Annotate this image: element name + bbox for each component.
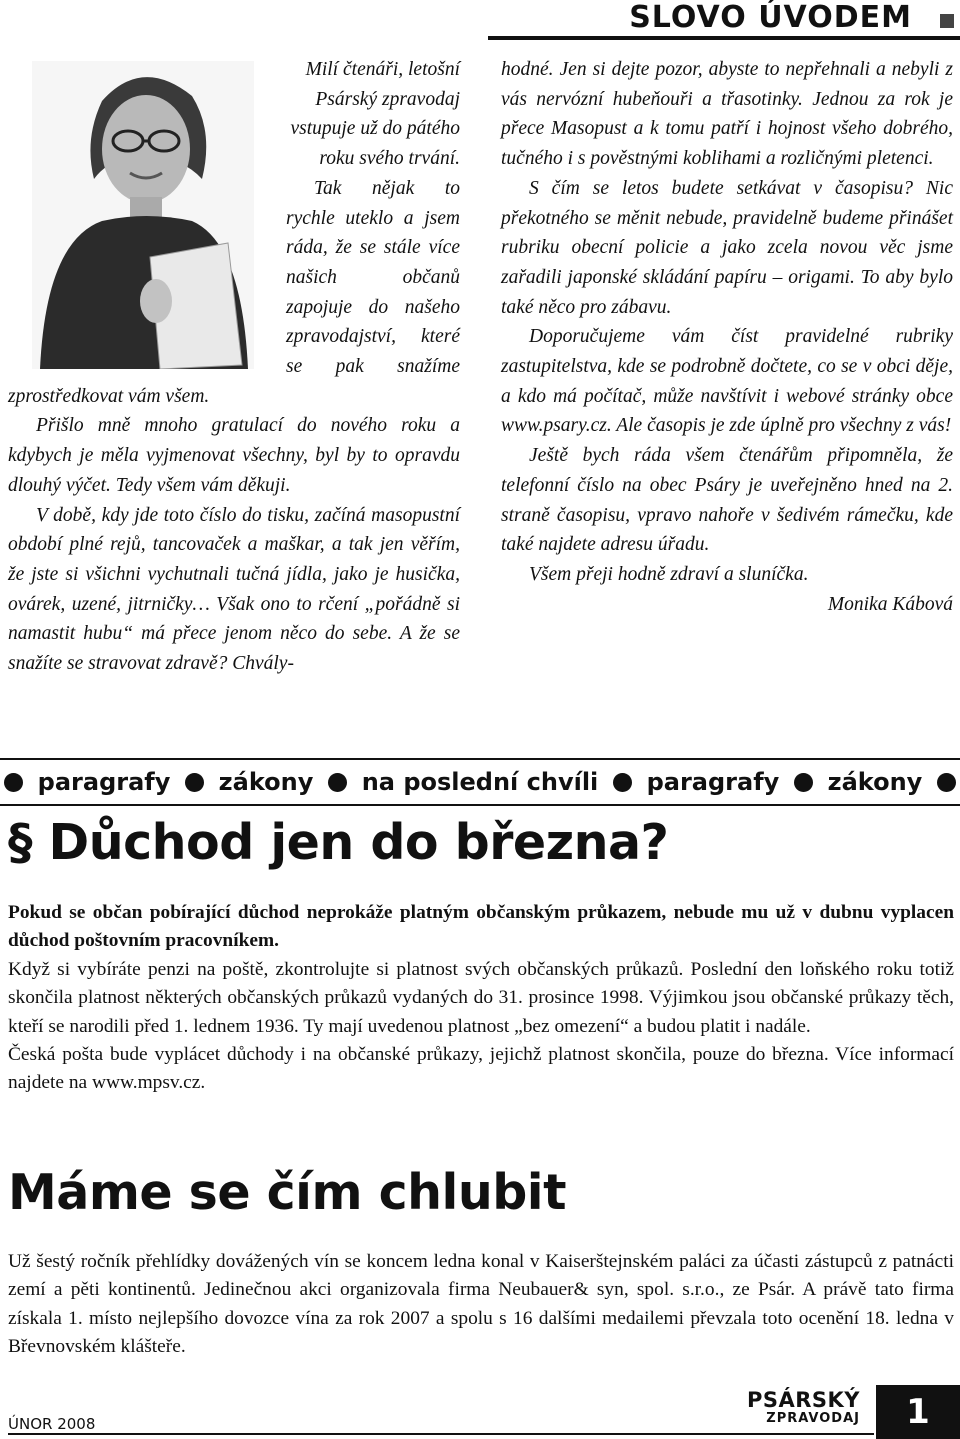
banner-item: paragrafy: [37, 768, 171, 796]
article-title-wine: Máme se čím chlubit: [8, 1164, 566, 1221]
article-paragraph: Už šestý ročník přehlídky dovážených vín se koncem ledna konal v Kaiserštejnském paláci za účasti zástupců z patnácti zemí a pěti kontinentů. Jedinečnou akci organizovala firma Neubauer& syn, spol. s.r.o., ze Psár. A právě tato firma získala 1. místo nejlepšího dovozce vína za rok 2007 a spolu s 16 dalšími medailemi převzala toto ocenění 18. ledna v Břevnovském klášteře.: [8, 1251, 954, 1358]
article-paragraph: Když si vybíráte penzi na poště, zkontrolujte si platnost svých občanských průkazů. Poslední den loňského roku totiž skončila platnost některých občanských průkazů vydaných do 31. prosince 1998. Výjimkou jsou občanské průkazy těch, kteří se narodili před 1. lednem 1936. Ty mají uvedenou platnost „bez omezení“ a budou platit i nadále.: [8, 958, 954, 1037]
bullet-icon: [185, 773, 204, 792]
bullet-icon: [937, 773, 956, 792]
footer-rule: [8, 1433, 874, 1435]
article-paragraph: Česká pošta bude vyplácet důchody i na občanské průkazy, jejichž platnost skončila, pouze do března. Více informací najdete na www.mpsv.cz.: [8, 1044, 954, 1094]
masthead-line-2: ZPRAVODAJ: [766, 1411, 860, 1426]
editorial-paragraph: S čím se letos budete setkávat v časopisu? Nic překotného se měnit nebude, pravidelně budeme přinášet rubriku obecní policie a jako zcela novou věc jsme zařadili japonské skládání papíru – origami. To aby bylo také něco pro zábavu.: [501, 177, 953, 318]
bullet-icon: [613, 773, 632, 792]
banner-item: zákony: [218, 768, 314, 796]
editorial-paragraph: Přišlo mně mnoho gratulací do nového roku a kdybych je měla vyjmenovat všechny, byl by to opravdu dlouhý výčet. Tedy všem vám děkuji.: [8, 415, 460, 496]
editor-photo: [32, 61, 254, 369]
editorial-paragraph: Ještě bych ráda všem čtenářům připomněla, že telefonní číslo na obec Psáry je uveřejněno hned na 2. straně časopisu, vpravo nahoře v šedivém rámečku, kde také najdete adresu úřadu.: [501, 445, 953, 556]
editorial-right-column: [501, 55, 953, 619]
banner-item: zákony: [827, 768, 923, 796]
editorial-signature: Monika Kábová: [827, 593, 953, 615]
article-title-pension: § Důchod jen do března?: [8, 814, 669, 871]
editorial-paragraph: Tak nějak to rychle uteklo a jsem ráda, že se stále více našich občanů zapojuje do našeho zpravodajství, které se pak snažíme zprostředkovat vám všem.: [8, 177, 460, 407]
article-body-pension: [8, 899, 954, 1098]
editorial-paragraph: Milí čtenáři, letošní Psárský zpravodaj vstupuje už do pátého roku svého trvání.: [290, 59, 460, 170]
masthead-line-1: PSÁRSKÝ: [746, 1388, 860, 1412]
editorial-paragraph: Doporučujeme vám číst pravidelné rubriky zastupitelstva, kde se podrobně dočtete, co se v obci děje, a kdo má počítač, může navštívit i webové stránky obce www.psary.cz. Ale časopis je zde úplně pro všechny z vás!: [501, 326, 953, 437]
editorial-paragraph: hodné. Jen si dejte pozor, abyste to nepřehnali a nebyli z vás nervózní hubeňouři a třasotinky. Jednou za rok je přece Masopust a k tomu patří i hojnost všeho dobrého, tučného i s pověstnými koblihami a rozličnými pletenci.: [501, 59, 953, 170]
issue-date: ÚNOR 2008: [8, 1415, 96, 1433]
article-body-wine: [8, 1248, 954, 1362]
article-lead: Pokud se občan pobírající důchod neprokáže platným občanským průkazem, nebude mu už v dubnu vyplacen důchod poštovním pracovníkem.: [8, 902, 954, 952]
header-rule: [488, 36, 960, 40]
page-number: 1: [876, 1385, 960, 1439]
bullet-icon: [328, 773, 347, 792]
section-banner: [0, 758, 960, 806]
editorial-paragraph: Všem přeji hodně zdraví a sluníčka.: [529, 563, 809, 585]
banner-item: na poslední chvíli: [361, 768, 599, 796]
bullet-icon: [794, 773, 813, 792]
title-square-ornament: [940, 14, 954, 28]
editorial-paragraph: V době, kdy jde toto číslo do tisku, začíná masopustní období plné rejů, tancovaček a maškar, a tak jen věřím, že jste si všichni vychutnali tučná jídla, jako je husička, ovárek, uzené, jitrničky… Však ono to rčení „pořádně si namastit hubu“ má přece jenom něco do sebe. A že se snažíte se stravovat zdravě? Chvály-: [8, 504, 460, 675]
section-title: SLOVO ÚVODEM: [629, 0, 912, 35]
editorial-left-column: [8, 55, 460, 679]
banner-item: paragrafy: [646, 768, 780, 796]
bullet-icon: [4, 773, 23, 792]
masthead-logo: [747, 1389, 860, 1427]
editor-portrait-image: [32, 61, 254, 369]
